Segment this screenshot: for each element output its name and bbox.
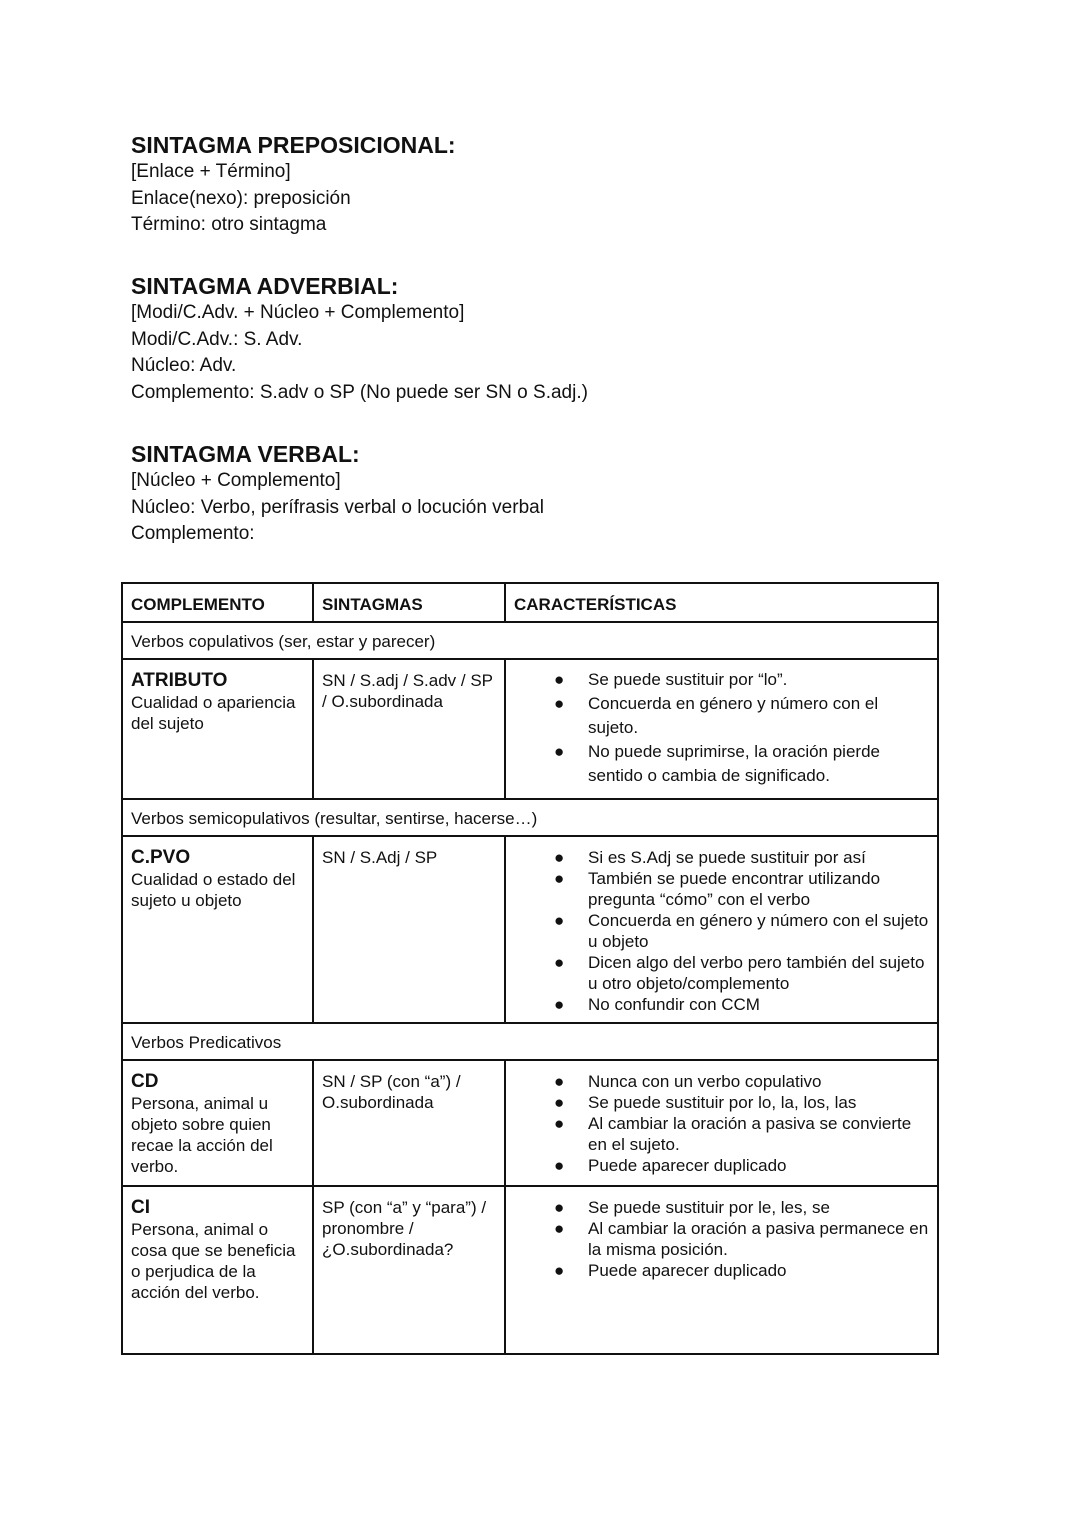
section-verbal — [131, 440, 544, 548]
group-row — [122, 799, 938, 836]
group-row — [122, 622, 938, 659]
list-item: ● Al cambiar la oración a pasiva se convierte en el sujeto. — [554, 1114, 912, 1154]
header-complemento: COMPLEMENTO — [122, 583, 313, 622]
line: Término: otro sintagma — [131, 214, 327, 235]
header-sintagmas: SINTAGMAS — [313, 583, 505, 622]
complement-name: C.PVO — [131, 847, 191, 868]
complement-name: ATRIBUTO — [131, 670, 228, 691]
line: Complemento: — [131, 523, 255, 544]
list-item: ● No confundir con CCM — [554, 995, 760, 1014]
section-title: SINTAGMA VERBAL: — [131, 441, 360, 467]
section-title: SINTAGMA PREPOSICIONAL: — [131, 132, 456, 158]
line: [Modi/C.Adv. + Núcleo + Complemento] — [131, 302, 465, 323]
characteristics-list — [514, 847, 929, 1015]
line: Modi/C.Adv.: S. Adv. — [131, 328, 303, 350]
list-item: ● Concuerda en género y número con el sujeto. — [554, 694, 879, 737]
list-item: ● Si es S.Adj se puede sustituir por así — [554, 848, 866, 867]
complement-desc: Persona, animal u objeto sobre quien recae la acción del verbo. — [131, 1094, 273, 1176]
complement-name: CD — [131, 1071, 159, 1092]
characteristics-list — [514, 1197, 929, 1281]
list-item: ● No puede suprimirse, la oración pierde sentido o cambia de significado. — [554, 742, 880, 785]
table-row — [122, 1060, 938, 1186]
line: [Núcleo + Complemento] — [131, 470, 341, 491]
sintagmas: SN / S.adj / S.adv / SP / O.subordinada — [322, 671, 493, 711]
list-item: ● Se puede sustituir por lo, la, los, las — [554, 1093, 857, 1112]
list-item: ● Puede aparecer duplicado — [554, 1156, 787, 1175]
section-title: SINTAGMA ADVERBIAL: — [131, 273, 399, 299]
line: Núcleo: Verbo, perífrasis verbal o locución verbal — [131, 496, 544, 518]
table-row — [122, 659, 938, 799]
table-row — [122, 836, 938, 1023]
complement-name: CI — [131, 1197, 150, 1218]
header-caracteristicas: CARACTERÍSTICAS — [505, 583, 938, 622]
line: [Enlace + Término] — [131, 161, 291, 182]
list-item: ● Se puede sustituir por le, les, se — [554, 1198, 830, 1217]
list-item: ● Concuerda en género y número con el sujeto u objeto — [554, 911, 929, 951]
group-row — [122, 1023, 938, 1060]
section-adverbial — [131, 272, 588, 406]
group-label: Verbos copulativos (ser, estar y parecer) — [122, 622, 938, 659]
group-label: Verbos Predicativos — [122, 1023, 938, 1060]
table-row — [122, 1186, 938, 1354]
list-item: ● Al cambiar la oración a pasiva permanece en la misma posición. — [554, 1219, 929, 1259]
line: Enlace(nexo): preposición — [131, 187, 351, 209]
list-item: ● Dicen algo del verbo pero también del sujeto u otro objeto/complemento — [554, 953, 925, 993]
section-preposicional — [131, 131, 456, 239]
complement-desc: Cualidad o apariencia del sujeto — [131, 693, 296, 733]
list-item: ● También se puede encontrar utilizando pregunta “cómo” con el verbo — [554, 869, 881, 909]
complement-desc: Cualidad o estado del sujeto u objeto — [131, 870, 296, 910]
characteristics-list — [514, 1071, 929, 1176]
line: Núcleo: Adv. — [131, 355, 237, 376]
characteristics-list — [514, 668, 929, 788]
list-item: ● Nunca con un verbo copulativo — [554, 1072, 822, 1091]
sintagmas: SP (con “a” y “para”) / pronombre / ¿O.subordinada? — [322, 1198, 487, 1259]
table-header-row — [122, 583, 938, 622]
sintagmas: SN / S.Adj / SP — [322, 848, 438, 867]
list-item: ● Se puede sustituir por “lo”. — [554, 670, 788, 689]
sintagmas: SN / SP (con “a”) / O.subordinada — [322, 1072, 461, 1112]
complementos-table — [121, 582, 939, 1355]
list-item: ● Puede aparecer duplicado — [554, 1261, 787, 1280]
complement-desc: Persona, animal o cosa que se beneficia o perjudica de la acción del verbo. — [131, 1220, 296, 1302]
line: Complemento: S.adv o SP (No puede ser SN o S.adj.) — [131, 381, 588, 403]
group-label: Verbos semicopulativos (resultar, sentirse, hacerse…) — [122, 799, 938, 836]
